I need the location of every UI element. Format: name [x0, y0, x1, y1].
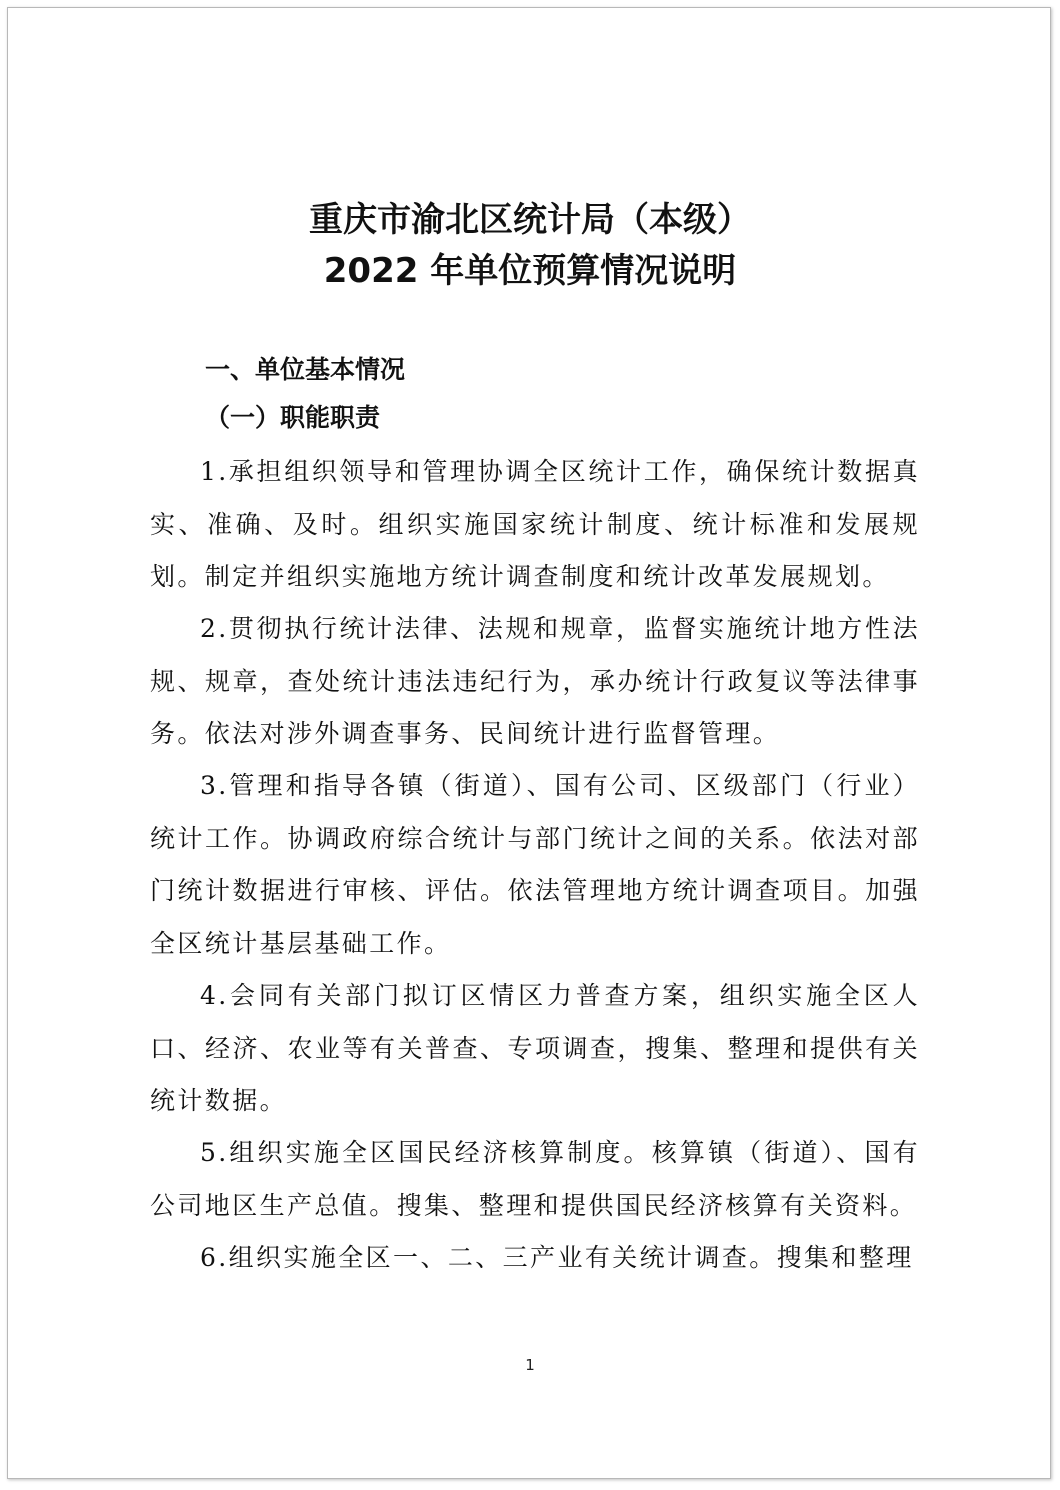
- paragraph-4: 4.会同有关部门拟订区情区力普查方案，组织实施全区人口、经济、农业等有关普查、专项调查，搜集、整理和提供有关统计数据。: [150, 981, 920, 1115]
- paragraph-5: 5.组织实施全区国民经济核算制度。核算镇（街道）、国有公司地区生产总值。搜集、整理和提供国民经济核算有关资料。: [150, 1138, 920, 1220]
- section-heading: 一、单位基本情况: [205, 355, 406, 384]
- page-number: 1: [525, 1356, 535, 1374]
- subsection-heading: （一）职能职责: [205, 403, 381, 432]
- document-title-line-1: 重庆市渝北区统计局（本级）: [309, 200, 751, 240]
- paragraph-1: 1.承担组织领导和管理协调全区统计工作，确保统计数据真实、准确、及时。组织实施国家统计制度、统计标准和发展规划。制定并组织实施地方统计调查制度和统计改革发展规划。: [150, 457, 920, 591]
- paragraph-6: 6.组织实施全区一、二、三产业有关统计调查。搜集和整理: [200, 1243, 914, 1272]
- paragraph-2: 2.贯彻执行统计法律、法规和规章，监督实施统计地方性法规、规章，查处统计违法违纪行为，承办统计行政复议等法律事务。依法对涉外调查事务、民间统计进行监督管理。: [150, 614, 920, 748]
- paragraph-3: 3.管理和指导各镇（街道）、国有公司、区级部门（行业）统计工作。协调政府综合统计与部门统计之间的关系。依法对部门统计数据进行审核、评估。依法管理地方统计调查项目。加强全区统计基层基础工作。: [150, 771, 920, 958]
- document-title-line-2: 2022 年单位预算情况说明: [323, 251, 737, 291]
